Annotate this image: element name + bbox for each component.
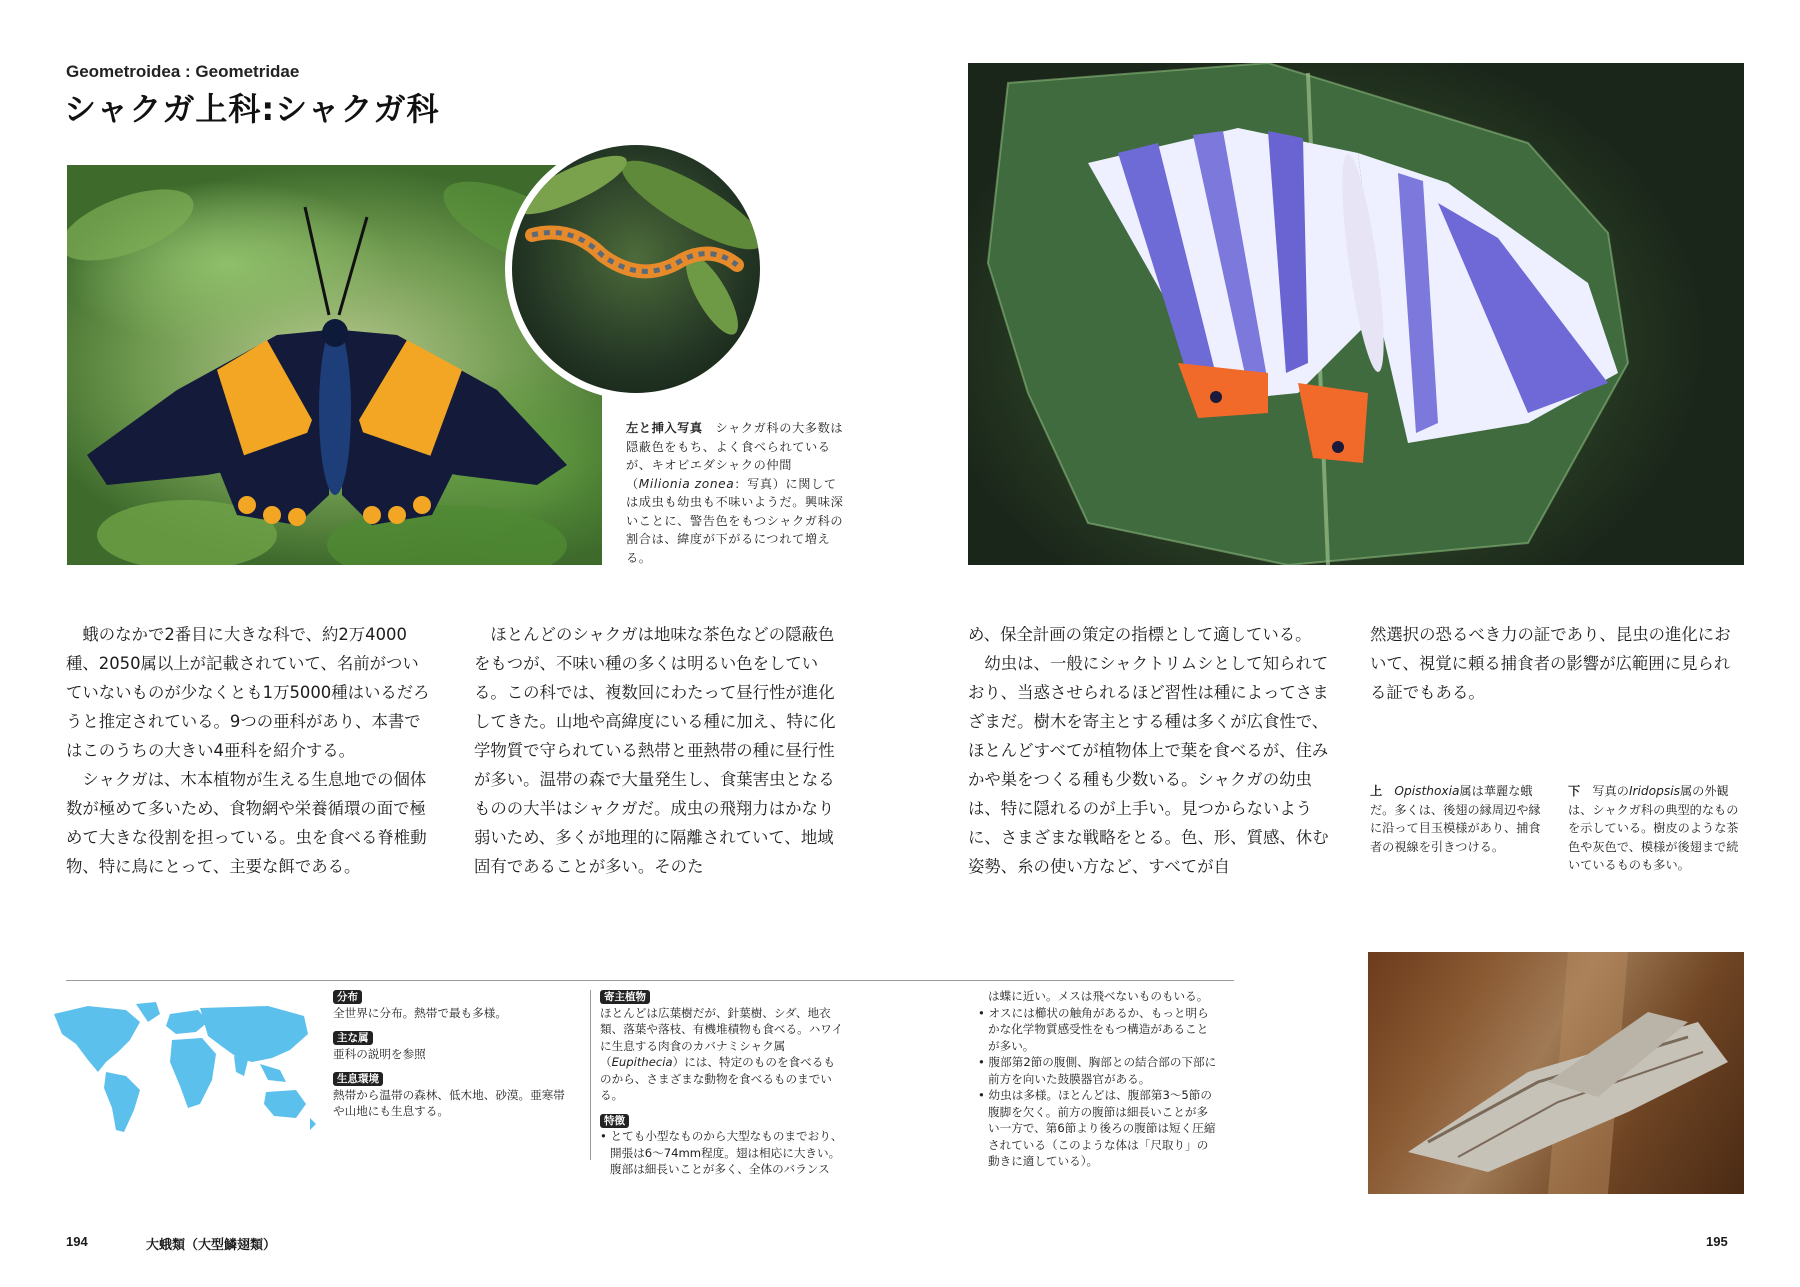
caption-top-photo: 上 Opisthoxia属は華麗な蛾だ。多くは、後翅の縁周辺や縁に沿って目玉模様があり、捕食者の視線を引きつける。: [1370, 784, 1541, 854]
running-title: 大蛾類（大型鱗翅類）: [146, 1238, 277, 1253]
photo-caterpillar-inset: [505, 138, 767, 400]
body-column-4: [1370, 620, 1738, 707]
info-divider: [590, 990, 591, 1160]
features-badge: 特徴: [600, 1114, 629, 1128]
habitat-badge: 生息環境: [333, 1072, 383, 1086]
genus-name: Eupithecia: [611, 1055, 673, 1069]
body-paragraph: 蛾のなかで2番目に大きな科で、約2万4000種、2050属以上が記載されていて、名前がついていないものが少なくとも1万5000種はいるだろうと推定されている。9つの亜科があり、本書ではこのうちの大きい4亜科を紹介する。: [66, 625, 430, 760]
info-column-2: [600, 988, 844, 1186]
genera-badge: 主な属: [333, 1031, 373, 1045]
species-name: Milionia zonea: [638, 476, 735, 491]
distribution-badge: 分布: [333, 990, 362, 1004]
info-column-1: [333, 988, 573, 1128]
body-paragraph: シャクガは、木本植物が生える生息地での個体数が極めて多いため、食物網や栄養循環の面で極めて大きな役割を担っている。虫を食べる脊椎動物、特に鳥にとって、主要な餌である。: [66, 770, 427, 876]
caption-bottom-photo: 下 写真のIridopsis属の外観は、シャクガ科の典型的なものを示している。樹皮のような茶色や灰色で、模様が後翅まで続いているものも多い。: [1568, 784, 1739, 872]
habitat-text: 熱帯から温帯の森林、低木地、砂漠。亜寒帯や山地にも生息する。: [333, 1087, 565, 1118]
world-distribution-map: [48, 1000, 320, 1142]
genus-name: Iridopsis: [1628, 784, 1680, 798]
host-plants-text: ほとんどは広葉樹だが、針葉樹、シダ、地衣類、落葉や落枝、有機堆積物も食べる。ハワイに生息する肉食のカバナミシャク属（Eupithecia）には、特定のものを食べるものから、さまざまな動物を食べるものまでいる。: [600, 1005, 844, 1102]
page-number-right: 195: [1706, 1234, 1728, 1249]
feature-continuation: は蝶に近い。メスは飛べないものもいる。: [988, 989, 1209, 1003]
body-paragraph: 然選択の恐るべき力の証であり、昆虫の進化において、視覚に頼る捕食者の影響が広範囲に見られる証でもある。: [1370, 625, 1731, 702]
caption-label: 左と挿入写真: [626, 421, 703, 435]
feature-item: • 幼虫は多様。ほとんどは、腹部第3〜5節の腹脚を欠く。前方の腹節は細長いことが多い一方で、第6節より後ろの腹節は短く圧縮されている（このような体は「尺取り」の動きに適している）。: [978, 1088, 1216, 1168]
feature-item: • とても小型なものから大型なものまでおり、開張は6〜74mm程度。翅は相応に大きい。腹部は細長いことが多く、全体のバランス: [600, 1129, 843, 1176]
genera-text: 亜科の説明を参照: [333, 1046, 426, 1061]
body-paragraph: 幼虫は、一般にシャクトリムシとして知られており、当惑させられるほど習性は種によってさまざまだ。樹木を寄主とする種は多くが広食性で、ほとんどすべてが植物体上で葉を食べるが、住みかや巣をつくる種も少数いる。シャクガの幼虫は、特に隠れるのが上手い。見つからないように、さまざまな戦略をとる。色、形、質感、休む姿勢、糸の使い方など、すべてが自: [968, 654, 1329, 876]
body-paragraph: め、保全計画の策定の指標として適している。: [968, 625, 1312, 644]
caption-left-photos: 左と挿入写真 シャクガ科の大多数は隠蔽色をもち、よく食べられているが、キオビエダシャクの仲間（Milionia zonea：写真）に関しては成虫も幼虫も不味いようだ。興味深いことに、警告色をもつシャクガ科の割合は、緯度が下がるにつれて増える。: [626, 421, 844, 565]
distribution-text: 全世界に分布。熱帯で最も多様。: [333, 1005, 507, 1020]
scientific-family-name: Geometroidea : Geometridae: [66, 62, 300, 81]
body-paragraph: ほとんどのシャクガは地味な茶色などの隠蔽色をもつが、不味い種の多くは明るい色をしている。この科では、複数回にわたって昼行性が進化してきた。山地や高緯度にいる種に加え、特に化学物質で守られている熱帯と亜熱帯の種に昼行性が多い。温帯の森で大量発生し、食葉害虫となるものの大半はシャクガだ。成虫の飛翔力はかなり弱いため、多くが地理的に隔離されていて、地域固有であることが多い。そのた: [474, 625, 836, 876]
page-title: シャクガ上科:シャクガ科: [64, 90, 440, 128]
page-number-left: 194: [66, 1234, 88, 1249]
feature-item: • オスには櫛状の触角があるか、もっと明らかな化学物質感受性をもつ構造があることが多い。: [978, 1005, 1209, 1053]
genus-name: Opisthoxia: [1394, 784, 1460, 798]
info-column-3: [978, 988, 1218, 1170]
info-box-rule: [66, 980, 1234, 981]
body-column-2: [474, 620, 842, 881]
feature-item: • 腹部第2節の腹側、胸部との結合部の下部に前方を向いた鼓膜器官がある。: [978, 1055, 1217, 1086]
body-column-3: [968, 620, 1336, 881]
host-plants-badge: 寄主植物: [600, 990, 650, 1004]
body-column-1: [66, 620, 434, 881]
caption-label: 上: [1370, 784, 1383, 798]
caption-label: 下: [1568, 784, 1581, 798]
photo-iridopsis-moth: [1368, 952, 1744, 1194]
photo-opisthoxia-moth: [968, 63, 1744, 565]
